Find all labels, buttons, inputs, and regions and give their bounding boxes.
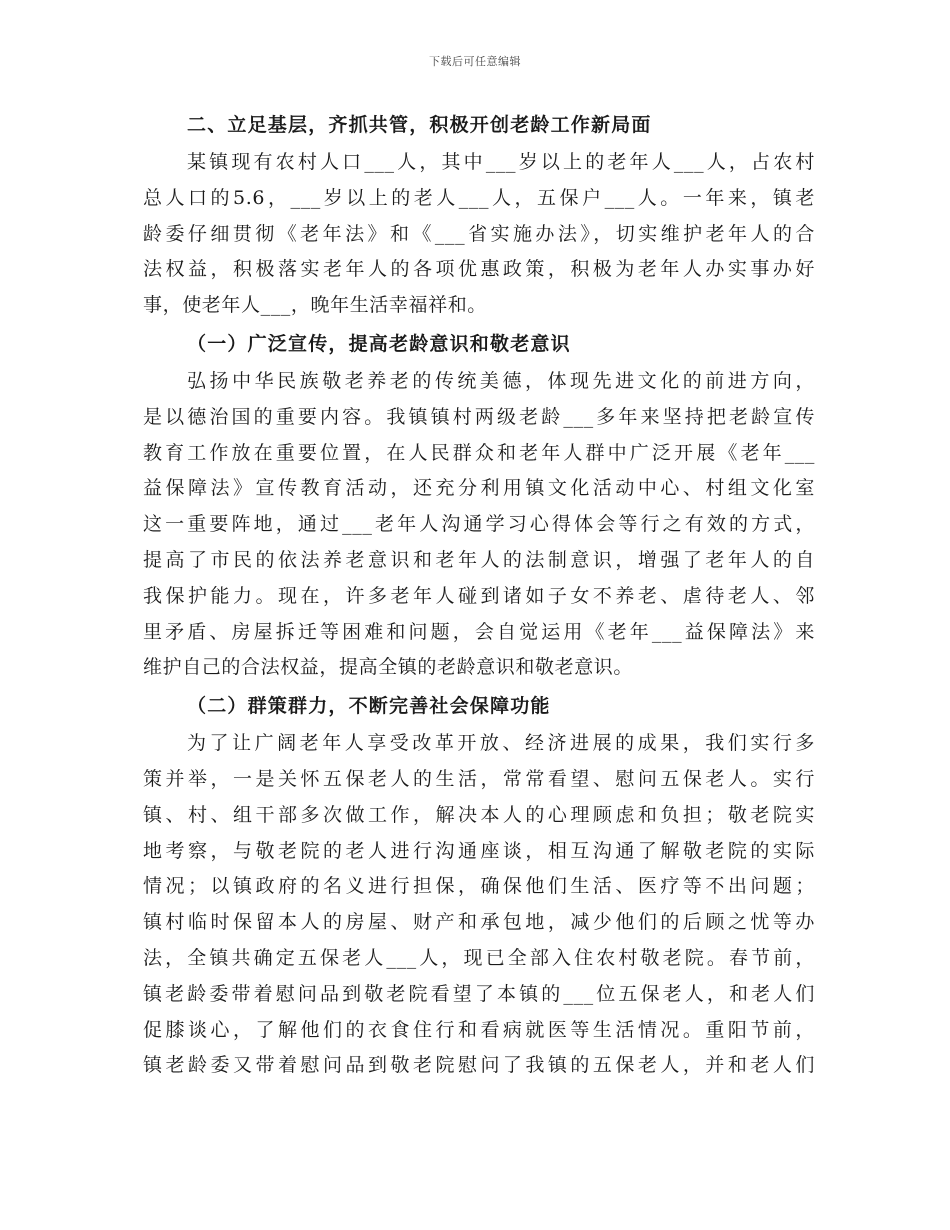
paragraph-line: 这一重要阵地，通过___老年人沟通学习心得体会等行之有效的方式， [143,513,815,536]
section-heading: 二、立足基层，齐抓共管，积极开创老龄工作新局面 [187,114,652,136]
paragraph-line: 镇村临时保留本人的房屋、财产和承包地，减少他们的后顾之忧等办 [143,911,815,934]
paragraph-line: 情况；以镇政府的名义进行担保，确保他们生活、医疗等不出问题； [143,875,815,898]
paragraph-line: 地考察，与敬老院的老人进行沟通座谈，相互沟通了解敬老院的实际 [143,839,815,862]
subsection-heading-1: （一）广泛宣传，提高老龄意识和敬老意识 [187,332,571,355]
paragraph-line: 总人口的5.6，___岁以上的老人___人，五保户___人。一年来，镇老 [143,186,815,209]
paragraph-line: 法，全镇共确定五保老人___人，现已全部入住农村敬老院。春节前， [143,946,815,969]
paragraph-line: 我保护能力。现在，许多老年人碰到诸如子女不养老、虐待老人、邻 [143,584,815,607]
paragraph-line: 提高了市民的依法养老意识和老年人的法制意识，增强了老年人的自 [143,548,815,571]
paragraph-line: 弘扬中华民族敬老养老的传统美德，体现先进文化的前进方向， [187,369,815,392]
paragraph-line: 是以德治国的重要内容。我镇镇村两级老龄___多年来坚持把老龄宣传 [143,405,815,428]
paragraph-line: 事，使老年人___，晚年生活幸福祥和。 [143,294,487,317]
document-body [143,105,815,1084]
paragraph-line: 维护自己的合法权益，提高全镇的老龄意识和敬老意识。 [143,656,634,679]
subsection-1-paragraph [143,364,815,686]
paragraph-line: 镇老龄委又带着慰问品到敬老院慰问了我镇的五保老人，并和老人们 [143,1054,815,1077]
paragraph-line: 里矛盾、房屋拆迁等困难和问题，会自觉运用《老年___益保障法》来 [143,620,815,643]
intro-paragraph [143,145,815,324]
paragraph-line: 教育工作放在重要位置，在人民群众和老年人群中广泛开展《老年___ [143,441,815,464]
paragraph-line: 促膝谈心，了解他们的衣食住行和看病就医等生活情况。重阳节前， [143,1018,815,1041]
paragraph-line: 法权益，积极落实老年人的各项优惠政策，积极为老年人办实事办好 [143,258,815,281]
page-header: 下载后可任意编辑 [429,55,521,68]
paragraph-line: 策并举，一是关怀五保老人的生活，常常看望、慰问五保老人。实行 [143,767,815,790]
subsection-heading-2: （二）群策群力，不断完善社会保障功能 [187,695,551,718]
paragraph-line: 某镇现有农村人口___人，其中___岁以上的老年人___人，占农村 [187,151,815,173]
paragraph-line: 益保障法》宣传教育活动，还充分利用镇文化活动中心、村组文化室 [143,477,815,500]
paragraph-line: 镇、村、组干部多次做工作，解决本人的心理顾虑和负担；敬老院实 [143,803,815,826]
paragraph-line: 龄委仔细贯彻《老年法》和《___省实施办法》，切实维护老年人的合 [143,222,815,245]
paragraph-line: 镇老龄委带着慰问品到敬老院看望了本镇的___位五保老人，和老人们 [143,982,815,1005]
subsection-2-paragraph [143,726,815,1084]
paragraph-line: 为了让广阔老年人享受改革开放、经济进展的成果，我们实行多 [187,732,815,755]
